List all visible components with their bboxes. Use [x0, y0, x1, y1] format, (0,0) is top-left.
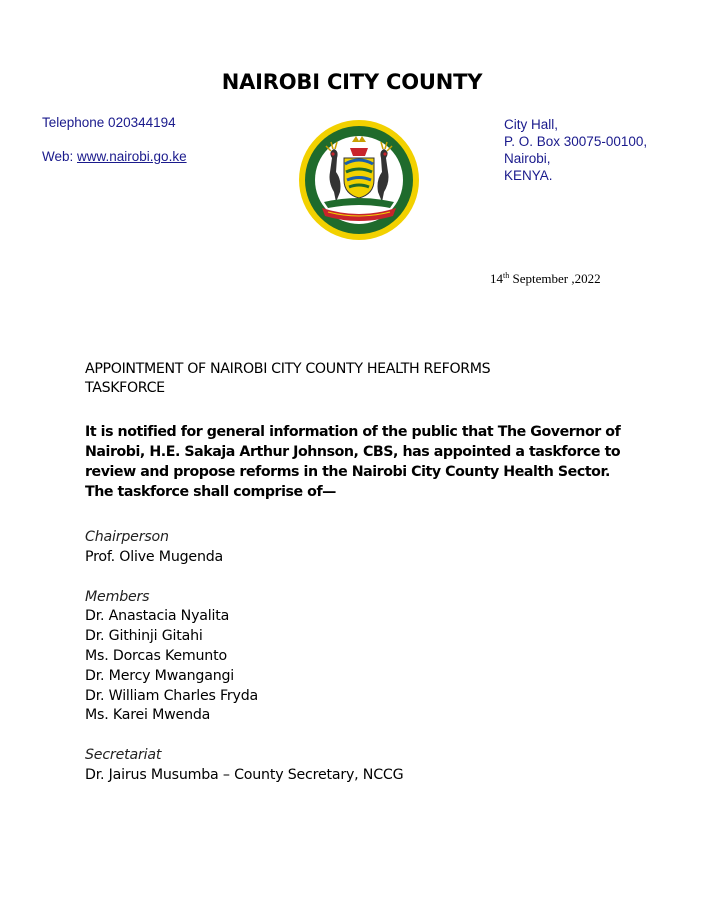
members-section	[85, 588, 403, 727]
website-link[interactable]: www.nairobi.go.ke	[77, 149, 187, 164]
chairperson-label: Chairperson	[85, 529, 169, 545]
notice-line: Nairobi, H.E. Sakaja Arthur Johnson, CBS, has appointed a taskforce to	[85, 444, 621, 460]
secretariat-section	[85, 746, 403, 786]
notice-heading	[85, 360, 625, 398]
member-name: Dr. Githinji Gitahi	[85, 628, 203, 645]
taskforce-roster	[85, 528, 403, 806]
notice-line: review and propose reforms in the Nairobi City County Health Sector.	[85, 464, 610, 480]
page-title: NAIROBI CITY COUNTY	[221, 70, 483, 94]
date-day: 14	[490, 271, 503, 286]
member-name: Ms. Karei Mwenda	[85, 707, 211, 724]
notice-line: It is notified for general information of the public that The Governor of	[85, 424, 621, 440]
address-line: KENYA.	[504, 168, 553, 183]
telephone-text: Telephone 020344194	[42, 115, 176, 130]
chairperson-name: Prof. Olive Mugenda	[85, 548, 224, 565]
web-row	[42, 148, 187, 166]
chairperson-section	[85, 528, 403, 568]
member-name: Ms. Dorcas Kemunto	[85, 647, 227, 664]
secretariat-label: Secretariat	[85, 747, 162, 764]
member-name: Dr. William Charles Fryda	[85, 687, 259, 704]
postal-address	[504, 116, 647, 184]
address-line: P. O. Box 30075-00100,	[504, 134, 648, 149]
web-label: Web:	[42, 149, 78, 164]
county-coat-of-arms-icon	[296, 118, 422, 242]
address-line: Nairobi,	[504, 151, 551, 166]
letter-date	[490, 271, 601, 287]
contact-info	[42, 114, 187, 166]
heading-line: APPOINTMENT OF NAIROBI CITY COUNTY HEALTH REFORMS	[85, 361, 491, 377]
address-line: City Hall,	[504, 117, 559, 132]
notice-line: The taskforce shall comprise of—	[85, 484, 336, 500]
member-name: Dr. Anastacia Nyalita	[85, 608, 230, 625]
heading-line: TASKFORCE	[85, 380, 165, 396]
member-name: Dr. Mercy Mwangangi	[85, 667, 235, 684]
date-suffix: th	[503, 271, 510, 280]
members-label: Members	[85, 588, 150, 605]
date-rest: September ,2022	[509, 271, 601, 286]
notice-paragraph	[85, 422, 645, 502]
secretariat-name: Dr. Jairus Musumba – County Secretary, NCCG	[85, 766, 404, 783]
